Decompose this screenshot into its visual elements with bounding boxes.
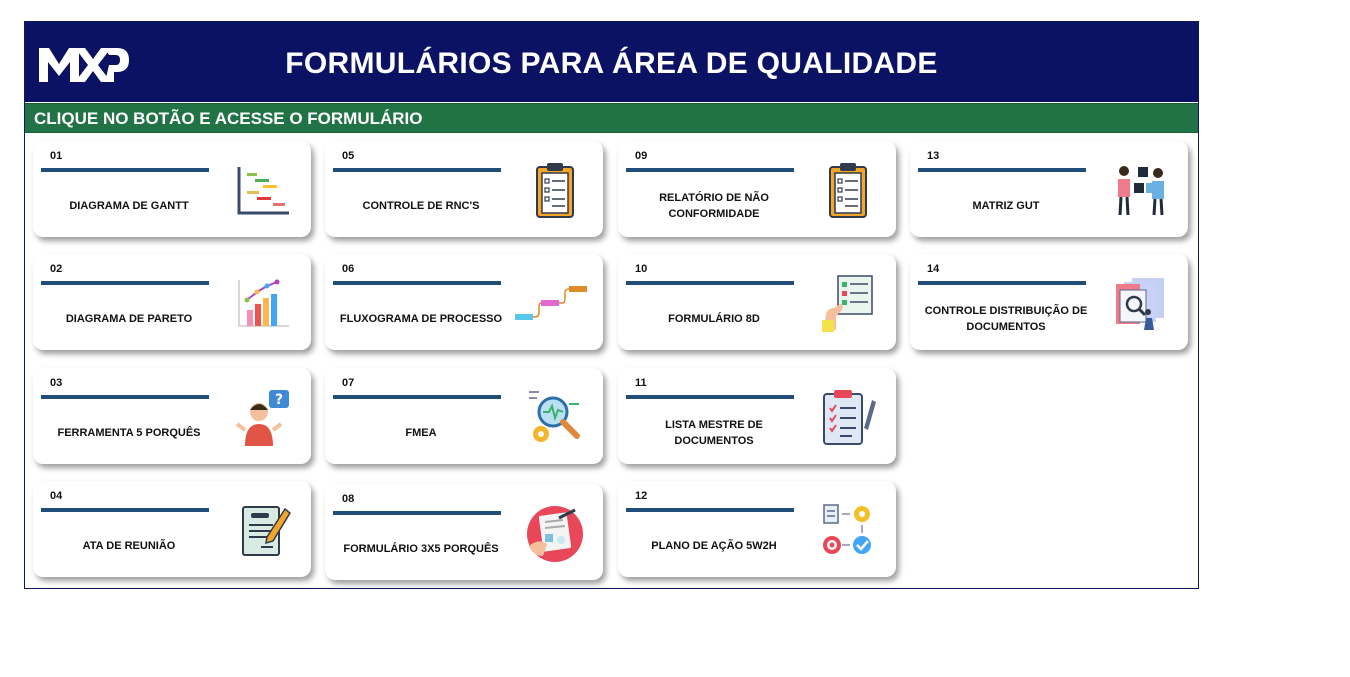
card-number: 11 — [635, 377, 647, 389]
form-button-8d[interactable] — [618, 254, 896, 350]
clipboard-pencil-icon — [818, 388, 878, 448]
card-label: DIAGRAMA DE GANTT — [69, 200, 189, 212]
clipboard-checklist-icon — [818, 161, 878, 221]
instruction-text: CLIQUE NO BOTÃO E ACESSE O FORMULÁRIO — [34, 109, 423, 128]
form-button-rncs[interactable] — [325, 141, 603, 237]
card-label: DIAGRAMA DE PARETO — [65, 313, 193, 325]
card-number: 09 — [635, 150, 648, 162]
form-button-distribuicao[interactable] — [910, 254, 1188, 350]
card-divider — [41, 395, 209, 399]
form-button-5w2h[interactable] — [618, 481, 896, 577]
document-pen-icon — [233, 501, 293, 561]
magnifier-gear-icon — [525, 388, 585, 448]
card-number: 07 — [342, 377, 355, 389]
card-number: 06 — [342, 263, 355, 275]
form-button-matriz-gut[interactable] — [910, 141, 1188, 237]
card-divider — [626, 508, 794, 512]
card-label: ATA DE REUNIÃO — [82, 540, 176, 552]
card-divider — [626, 395, 794, 399]
flowchart-icon — [515, 274, 589, 334]
form-button-fmea[interactable] — [325, 368, 603, 464]
card-number: 08 — [342, 493, 355, 505]
card-label: FLUXOGRAMA DE PROCESSO — [339, 313, 503, 325]
card-label: LISTA MESTRE DE DOCUMENTOS — [665, 419, 763, 447]
card-divider — [626, 168, 794, 172]
form-button-lista-mestre[interactable] — [618, 368, 896, 464]
card-number: 02 — [50, 263, 63, 275]
card-divider — [918, 281, 1086, 285]
card-divider — [333, 168, 501, 172]
card-label: MATRIZ GUT — [972, 200, 1040, 212]
card-number: 04 — [50, 490, 63, 502]
card-divider — [333, 511, 501, 515]
card-label: FORMULÁRIO 8D — [668, 313, 760, 325]
card-label: FMEA — [405, 427, 437, 439]
card-label: CONTROLE DISTRIBUIÇÃO DE DOCUMENTOS — [924, 305, 1088, 333]
page-title: FORMULÁRIOS PARA ÁREA DE QUALIDADE — [285, 47, 938, 80]
form-button-gantt[interactable] — [33, 141, 311, 237]
card-number: 03 — [50, 377, 63, 389]
gantt-chart-icon — [233, 161, 293, 221]
form-button-pareto[interactable] — [33, 254, 311, 350]
dashboard-frame — [24, 21, 1199, 589]
card-number: 01 — [50, 150, 63, 162]
people-puzzle-icon — [1110, 161, 1170, 221]
document-search-icon — [1110, 274, 1170, 334]
card-label: CONTROLE DE RNC'S — [362, 200, 480, 212]
card-divider — [41, 281, 209, 285]
card-label: FERRAMENTA 5 PORQUÊS — [57, 427, 201, 439]
pareto-chart-icon — [233, 274, 293, 334]
instruction-bar — [25, 103, 1198, 133]
card-number: 12 — [635, 490, 648, 502]
card-number: 10 — [635, 263, 648, 275]
card-divider — [918, 168, 1086, 172]
form-button-fluxograma[interactable] — [325, 254, 603, 350]
checklist-hand-icon — [818, 274, 878, 334]
card-label: PLANO DE AÇÃO 5W2H — [651, 540, 777, 552]
question-person-icon — [233, 388, 293, 448]
card-divider — [41, 168, 209, 172]
card-divider — [333, 281, 501, 285]
card-divider — [333, 395, 501, 399]
card-divider — [41, 508, 209, 512]
card-number: 14 — [927, 263, 940, 275]
header-banner — [25, 22, 1198, 102]
form-button-3x5-porques[interactable] — [325, 484, 603, 580]
form-button-rnc-report[interactable] — [618, 141, 896, 237]
form-hand-icon — [525, 504, 585, 564]
card-label: RELATÓRIO DE NÃO CONFORMIDADE — [659, 192, 769, 220]
clipboard-checklist-icon — [525, 161, 585, 221]
form-button-5-porques[interactable] — [33, 368, 311, 464]
card-divider — [626, 281, 794, 285]
card-number: 13 — [927, 150, 940, 162]
card-number: 05 — [342, 150, 355, 162]
card-label: FORMULÁRIO 3X5 PORQUÊS — [343, 543, 499, 555]
svg-text:?: ? — [274, 392, 284, 408]
form-button-ata-reuniao[interactable] — [33, 481, 311, 577]
action-plan-icon — [818, 501, 878, 561]
